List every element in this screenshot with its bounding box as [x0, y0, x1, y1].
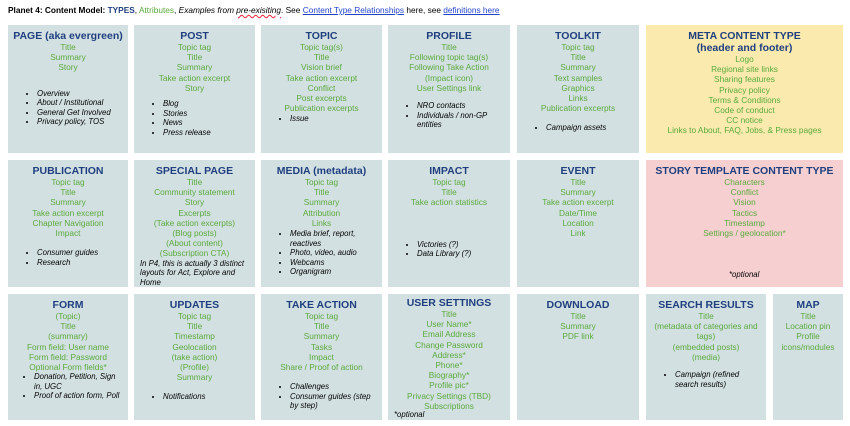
attribute: Settings / geolocation*: [703, 228, 786, 239]
attribute: Sharing features: [714, 74, 775, 85]
attribute: Conflict: [307, 82, 336, 93]
attribute: (Profile): [179, 362, 210, 373]
attribute: Topic tag: [177, 311, 212, 321]
example-item: • Overview: [37, 89, 124, 99]
attribute: Title: [313, 187, 330, 198]
card-title: EVENT: [560, 165, 596, 177]
attribute: (summary): [48, 331, 88, 342]
attribute: (Subscription CTA): [159, 248, 230, 259]
attribute: Topic tag: [304, 311, 339, 321]
card-title: DOWNLOAD: [546, 299, 610, 311]
example-item: • About / Institutional: [37, 98, 124, 108]
attribute: Topic tag: [51, 177, 85, 187]
example-item: • Issue: [290, 114, 378, 124]
attribute: (Blog posts): [172, 228, 217, 239]
attribute: Take action excerpt: [32, 207, 104, 218]
attribute: Attribution: [302, 207, 341, 218]
attribute: Biography*: [428, 370, 470, 381]
examples-list: [392, 101, 506, 130]
attribute: Title: [441, 42, 457, 52]
card-title: STORY TEMPLATE CONTENT TYPE: [655, 165, 834, 177]
attribute: Timestamp: [724, 217, 765, 228]
attribute: Links: [568, 93, 588, 104]
header-sep1: ,: [134, 5, 138, 15]
card-profile: [388, 25, 510, 153]
examples-list: [12, 372, 124, 401]
attribute: User Settings link: [416, 82, 482, 93]
attribute: Community statement: [154, 187, 235, 198]
example-item: • Victories (?): [417, 240, 506, 250]
attribute: Address*: [432, 349, 466, 360]
attribute: Tasks: [310, 341, 333, 352]
example-item: • NRO contacts: [417, 101, 506, 111]
attribute: Timestamp: [174, 331, 215, 342]
attribute: Change Password: [415, 339, 483, 350]
attribute: Characters: [724, 177, 765, 187]
example-item: • Privacy policy, TOS: [37, 117, 124, 127]
card-user-settings: [388, 294, 510, 420]
header-lead: Planet 4: Content Model:: [8, 5, 106, 15]
card-story-template: [646, 160, 843, 287]
attribute: Title: [441, 187, 457, 198]
attribute: Title: [60, 42, 76, 52]
attribute: (take action): [171, 351, 218, 362]
header-examples-word: pre-exisiting: [236, 5, 282, 15]
attribute: Take action statistics: [410, 197, 488, 208]
card-title: USER SETTINGS: [406, 297, 492, 309]
attribute: Title: [186, 321, 203, 332]
attribute: Privacy policy: [719, 84, 770, 95]
card-title: IMPACT: [429, 165, 469, 177]
card-title: META CONTENT TYPE (header and footer): [688, 30, 801, 54]
attribute: (Take action excerpts): [153, 217, 236, 228]
attribute: Email Address: [422, 329, 476, 340]
card-title: MAP: [796, 299, 820, 311]
attribute: Summary: [50, 52, 86, 63]
card-map: [773, 294, 843, 420]
attribute: Summary: [303, 197, 340, 208]
attribute: Summary: [560, 62, 596, 73]
attribute: Title: [698, 311, 714, 321]
card-event: [517, 160, 639, 287]
example-item: • Donation, Petition, Sign in, UGC: [34, 372, 124, 391]
example-item: • Notifications: [163, 392, 251, 402]
attribute: icons/modules: [781, 341, 835, 352]
attribute: Subscriptions: [424, 400, 474, 411]
attribute: Title: [800, 311, 816, 321]
attribute: (media): [691, 351, 721, 362]
attribute: Story: [58, 62, 78, 73]
example-item: • Consumer guides (step by step): [290, 392, 378, 411]
definitions-link[interactable]: definitions here: [443, 5, 500, 15]
examples-list: [12, 89, 124, 127]
attribute: Form field: User name: [26, 341, 110, 352]
attribute: Topic tag(s): [300, 42, 343, 52]
attribute: Location pin: [785, 321, 831, 332]
card-media: [261, 160, 382, 287]
card-topic: [261, 25, 382, 153]
attribute: Summary: [303, 331, 340, 342]
card-title: POST: [180, 30, 209, 42]
examples-list: [265, 382, 378, 411]
attribute: Regional site links: [711, 64, 778, 75]
example-item: • Organigram: [290, 267, 378, 277]
attribute: Location: [562, 217, 594, 228]
attribute: Title: [570, 177, 586, 187]
card-page: [8, 25, 128, 153]
card-title: UPDATES: [169, 299, 220, 311]
attribute: Summary: [50, 197, 86, 208]
header-types: TYPES: [107, 5, 135, 15]
attribute: Phone*: [435, 360, 463, 371]
attribute: CC notice: [726, 115, 763, 126]
card-take-action: [261, 294, 382, 420]
card-title: SPECIAL PAGE: [155, 165, 234, 177]
attribute: Topic tag: [432, 177, 466, 187]
attribute: Tactics: [731, 207, 758, 218]
example-item: • Consumer guides: [37, 248, 124, 258]
attribute: Links to About, FAQ, Jobs, & Press pages: [667, 125, 822, 136]
attribute: Privacy Settings (TBD): [407, 390, 491, 401]
attribute: Title: [441, 309, 457, 319]
attribute: Terms & Conditions: [708, 94, 781, 105]
attribute: (embedded posts): [672, 341, 740, 352]
attribute: Form field: Password: [29, 351, 107, 362]
examples-list: [12, 248, 124, 267]
attribute: Following topic tag(s): [409, 52, 489, 63]
card-title: PUBLICATION: [32, 165, 104, 177]
card-title: MEDIA (metadata): [276, 165, 367, 177]
attribute: Summary: [560, 321, 596, 332]
header-examples-pre: Examples from: [178, 5, 237, 15]
attribute: Links: [311, 217, 332, 228]
example-item: • News: [163, 118, 251, 128]
example-item: • Press release: [163, 128, 251, 138]
example-item: • Blog: [163, 99, 251, 109]
example-item: • Campaign (refined search results): [675, 370, 762, 389]
special-page-note: In P4, this is actually 3 distinct layouts for Act, Explore and Home: [140, 258, 245, 287]
attribute: PDF link: [562, 331, 594, 342]
attribute: Title: [570, 311, 586, 321]
example-item: • General Get Involved: [37, 108, 124, 118]
example-item: • Webcams: [290, 258, 378, 268]
attribute: Title: [186, 177, 203, 187]
card-special-page: [134, 160, 255, 287]
attribute: (About content): [166, 238, 223, 249]
attribute: Summary: [176, 372, 213, 383]
card-publication: [8, 160, 128, 287]
attribute: Title: [186, 52, 203, 63]
attribute: Following Take Action: [409, 62, 489, 73]
attribute: Title: [570, 52, 586, 63]
attribute: Publication excerpts: [540, 103, 616, 114]
card-meta-content-type: [646, 25, 843, 153]
attribute: Conflict: [730, 187, 759, 198]
attribute: Story: [184, 197, 205, 208]
example-item: • Stories: [163, 109, 251, 119]
attribute: Impact: [309, 351, 334, 362]
attribute: Optional Form fields*: [29, 362, 107, 373]
card-title: TAKE ACTION: [286, 299, 357, 311]
card-download: [517, 294, 639, 420]
attribute: (Impact icon): [425, 72, 473, 83]
example-item: • Research: [37, 258, 124, 268]
attribute: Date/Time: [559, 207, 597, 218]
attribute: User Name*: [426, 319, 472, 330]
card-form: [8, 294, 128, 420]
attribute: Chapter Navigation: [32, 217, 104, 228]
attribute: Title: [313, 52, 330, 63]
examples-list: [521, 123, 635, 133]
attribute: Topic tag: [177, 42, 212, 52]
header-middle: here, see: [404, 5, 444, 15]
attribute: Impact: [55, 228, 81, 239]
example-item: • Challenges: [290, 382, 378, 392]
card-title: FORM: [52, 299, 84, 311]
card-impact: [388, 160, 510, 287]
attribute: Post excerpts: [296, 93, 347, 104]
example-item: • Data Library (?): [417, 249, 506, 259]
attribute: (metadata of categories and tags): [654, 321, 758, 342]
card-title: TOOLKIT: [555, 30, 601, 42]
card-title: TOPIC: [305, 30, 338, 42]
attribute: Topic tag: [561, 42, 595, 52]
examples-list: [138, 392, 251, 402]
attribute: Summary: [560, 187, 596, 198]
attribute: Graphics: [561, 82, 595, 93]
attribute: Take action excerpt: [542, 197, 614, 208]
attribute: Code of conduct: [714, 105, 775, 116]
example-item: • Campaign assets: [546, 123, 635, 133]
example-item: • Media brief, report, reactives: [290, 229, 378, 248]
attribute: (Topic): [55, 311, 81, 321]
card-toolkit: [517, 25, 639, 153]
attribute: Title: [60, 187, 76, 198]
attribute: Text samples: [553, 72, 603, 83]
card-title: SEARCH RESULTS: [658, 299, 754, 311]
attribute: Profile pic*: [429, 380, 469, 391]
attribute: Topic tag: [304, 177, 339, 187]
attribute: Take action excerpt: [158, 72, 231, 83]
page-header: [8, 5, 500, 15]
examples-list: [265, 229, 378, 277]
example-item: • Individuals / non-GP entities: [417, 111, 506, 130]
attribute: Summary: [176, 62, 213, 73]
examples-list: [392, 240, 506, 259]
attribute: Link: [570, 228, 586, 239]
attribute: Excerpts: [178, 207, 211, 218]
attribute: Geolocation: [172, 341, 217, 352]
optional-note: *optional: [729, 270, 760, 279]
examples-list: [138, 99, 251, 137]
attribute: Vision brief: [301, 62, 342, 73]
card-title: PROFILE: [426, 30, 472, 42]
optional-note: *optional: [394, 410, 425, 419]
header-sep2: ,: [174, 5, 177, 15]
attribute: Vision: [733, 197, 756, 208]
card-updates: [134, 294, 255, 420]
examples-list: [650, 370, 762, 389]
card-search-results: [646, 294, 766, 420]
attribute: Story: [184, 82, 205, 93]
attribute: Title: [60, 321, 76, 332]
card-title: PAGE (aka evergreen): [13, 30, 123, 42]
attribute: Profile: [796, 331, 820, 342]
header-attributes: Attributes: [138, 5, 175, 15]
header-examples-post: . See: [281, 5, 303, 15]
example-item: • Proof of action form, Poll: [34, 391, 124, 401]
attribute: Title: [313, 321, 330, 332]
attribute: Take action excerpt: [285, 72, 358, 83]
attribute: Share / Proof of action: [280, 362, 363, 373]
example-item: • Photo, video, audio: [290, 248, 378, 258]
attribute: Publication excerpts: [284, 103, 359, 114]
attribute: Logo: [735, 54, 754, 64]
examples-list: [265, 114, 378, 124]
card-post: [134, 25, 255, 153]
content-type-relationships-link[interactable]: Content Type Relationships: [302, 5, 405, 15]
